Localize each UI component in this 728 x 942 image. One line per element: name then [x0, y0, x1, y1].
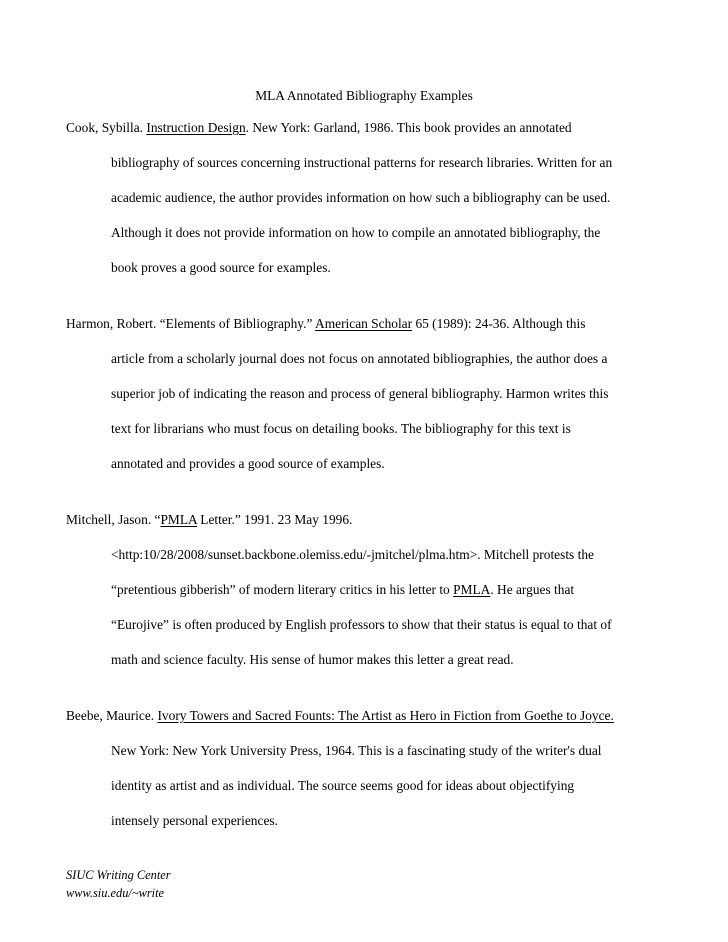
entry-citation-line — [66, 706, 614, 726]
entry-annotation-line — [111, 454, 385, 474]
entry-annotation-line — [111, 811, 278, 831]
underlined-title: American Scholar — [315, 316, 413, 331]
underlined-title: Ivory Towers and Sacred Founts: The Artist as Hero in Fiction from Goethe to Joyce. — [157, 708, 614, 723]
entry-citation-line — [66, 314, 585, 334]
text-run: book proves a good source for examples. — [111, 260, 331, 275]
entry-annotation-line — [111, 188, 610, 208]
entry-annotation-line — [111, 153, 612, 173]
entry-annotation-line — [111, 545, 594, 565]
text-run: article from a scholarly journal does not focus on annotated bibliographies, the author does a — [111, 351, 608, 366]
text-run: Letter.” 1991. 23 May 1996. — [196, 512, 353, 527]
text-run: identity as artist and as individual. The source seems good for ideas about objectifying — [111, 778, 575, 793]
text-run: . He argues that — [490, 582, 575, 597]
text-run: math and science faculty. His sense of humor makes this letter a great read. — [111, 652, 514, 667]
entry-annotation-line — [111, 741, 602, 761]
entry-annotation-line — [111, 776, 574, 796]
text-run: bibliography of sources concerning instructional patterns for research libraries. Written for an — [111, 155, 613, 170]
text-run: New York: New York University Press, 1964. This is a fascinating study of the writer's dual — [111, 743, 602, 758]
footer — [66, 866, 171, 902]
text-run: Mitchell, Jason. “ — [66, 512, 161, 527]
text-run: <http:10/28/2008/sunset.backbone.olemiss.edu/-jmitchel/plma.htm>. Mitchell protests the — [111, 547, 594, 562]
text-run: “pretentious gibberish” of modern literary critics in his letter to — [111, 582, 454, 597]
entry-annotation-line — [111, 349, 607, 369]
entry-annotation-line — [111, 419, 571, 439]
entry-annotation-line — [111, 650, 514, 670]
underlined-title: Instruction Design — [146, 120, 246, 135]
entry-annotation-line — [111, 223, 600, 243]
text-run: . New York: Garland, 1986. This book provides an annotated — [245, 120, 572, 135]
text-run: text for librarians who must focus on detailing books. The bibliography for this text is — [111, 421, 571, 436]
footer-organization: SIUC Writing Center — [66, 868, 171, 882]
entry-annotation-line — [111, 580, 574, 600]
underlined-title: PMLA — [453, 582, 491, 597]
text-run: 65 (1989): 24-36. Although this — [412, 316, 586, 331]
entry-annotation-line — [111, 258, 331, 278]
text-run: intensely personal experiences. — [111, 813, 278, 828]
entry-annotation-line — [111, 615, 612, 635]
text-run: Although it does not provide information on how to compile an annotated bibliography, the — [111, 225, 601, 240]
entry-citation-line — [66, 510, 352, 530]
text-run: superior job of indicating the reason and process of general bibliography. Harmon writes this — [111, 386, 609, 401]
page-title: MLA Annotated Bibliography Examples — [255, 88, 473, 103]
text-run: Harmon, Robert. “Elements of Bibliography.” — [66, 316, 316, 331]
footer-website: www.siu.edu/~write — [66, 886, 165, 900]
underlined-title: PMLA — [160, 512, 197, 527]
entry-annotation-line — [111, 384, 608, 404]
entry-citation-line — [66, 118, 572, 138]
text-run: Cook, Sybilla. — [66, 120, 147, 135]
text-run: Beebe, Maurice. — [66, 708, 158, 723]
text-run: academic audience, the author provides information on how such a bibliography can be used. — [111, 190, 611, 205]
text-run: annotated and provides a good source of examples. — [111, 456, 385, 471]
text-run: “Eurojive” is often produced by English professors to show that their status is equal to that of — [111, 617, 612, 632]
